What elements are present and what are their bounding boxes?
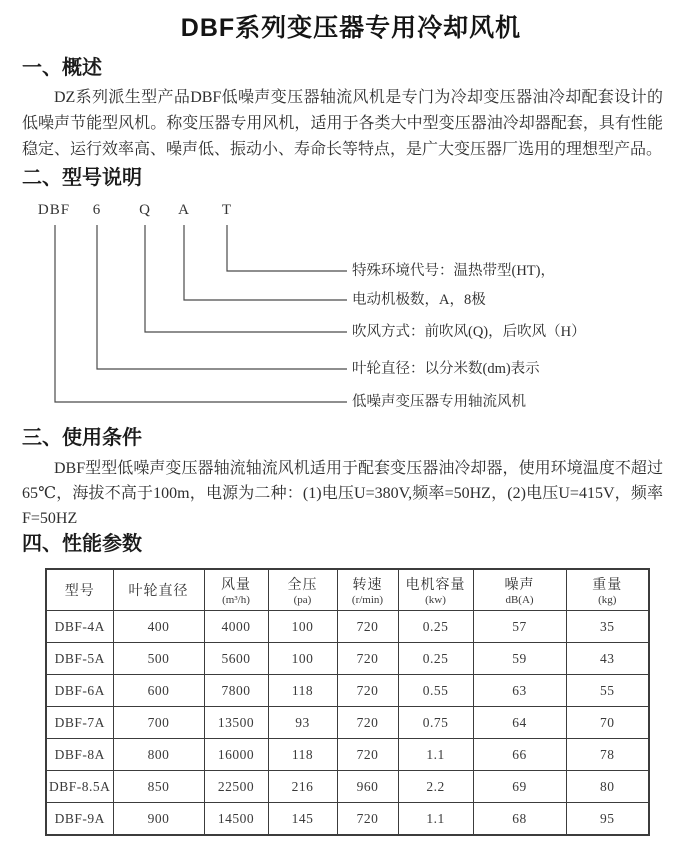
table-cell: 118 — [268, 739, 337, 771]
model-line-diameter — [97, 225, 347, 369]
table-cell: 720 — [337, 643, 398, 675]
table-cell: 100 — [268, 643, 337, 675]
col-label: 全压 — [287, 578, 318, 593]
model-code-q: Q — [139, 202, 151, 218]
table-cell: 216 — [268, 771, 337, 803]
col-header-speed — [337, 569, 398, 611]
col-label: 风量 — [221, 578, 251, 593]
table-cell: 55 — [566, 675, 649, 707]
col-unit: (m³/h) — [222, 594, 250, 606]
col-unit: (r/min) — [351, 594, 384, 606]
table-cell: 57 — [473, 611, 566, 643]
table-cell: 720 — [337, 611, 398, 643]
table-cell: 900 — [113, 803, 204, 836]
col-unit: (kw) — [425, 594, 446, 606]
model-legend-environment: 特殊环境代号：温热带型(HT)， — [352, 263, 555, 279]
table-row — [46, 739, 649, 771]
section-heading-conditions: 三、使用条件 — [22, 427, 142, 449]
model-line-dbf — [55, 225, 347, 402]
col-label: 重量 — [592, 578, 623, 593]
table-cell: 118 — [268, 675, 337, 707]
model-legend-series: 低噪声变压器专用轴流风机 — [352, 394, 526, 410]
table-header-row — [46, 569, 649, 611]
table-cell: 2.2 — [398, 771, 473, 803]
col-header-noise — [473, 569, 566, 611]
col-unit: (kg) — [598, 594, 617, 606]
col-unit: (pa) — [293, 594, 312, 606]
model-legend-blow-mode: 吹风方式：前吹风(Q)，后吹风（H） — [352, 324, 586, 340]
table-cell: 850 — [113, 771, 204, 803]
table-cell: 78 — [566, 739, 649, 771]
table-cell: 700 — [113, 707, 204, 739]
section-heading-model: 二、型号说明 — [22, 167, 142, 189]
table-cell: DBF-7A — [46, 707, 113, 739]
table-cell: 500 — [113, 643, 204, 675]
section-heading-performance: 四、性能参数 — [22, 533, 142, 555]
page-title: DBF系列变压器专用冷却风机 — [180, 14, 522, 42]
table-cell: 59 — [473, 643, 566, 675]
table-cell: 80 — [566, 771, 649, 803]
model-code-diagram — [22, 200, 680, 420]
table-cell: 100 — [268, 611, 337, 643]
table-cell: 93 — [268, 707, 337, 739]
model-line-blow-mode — [145, 225, 347, 332]
table-cell: 0.25 — [398, 611, 473, 643]
model-line-poles — [184, 225, 347, 300]
model-diagram-lines — [22, 200, 680, 420]
col-header-motor-capacity — [398, 569, 473, 611]
table-cell: 800 — [113, 739, 204, 771]
table-cell: 600 — [113, 675, 204, 707]
col-header-airflow — [204, 569, 268, 611]
col-header-impeller-diameter — [113, 569, 204, 611]
table-cell: DBF-4A — [46, 611, 113, 643]
overview-paragraph: DZ系列派生型产品DBF低噪声变压器轴流风机是专门为冷却变压器油冷却配套设计的低噪声节能型风机。称变压器专用风机，适用于各类大中型变压器油冷却器配套，具有性能稳定、运行效率高、噪声低、振动小、寿命长等特点，是广大变压器厂选用的理想型产品。 — [22, 89, 663, 158]
table-cell: DBF-8.5A — [46, 771, 113, 803]
col-label: 噪声 — [504, 578, 535, 593]
col-label: 电机容量 — [405, 578, 466, 593]
conditions-paragraph: DBF型型低噪声变压器轴流轴流风机适用于配套变压器油冷却器，使用环境温度不超过65℃，海拔不高于100m，电源为二种：(1)电压U=380V,频率=50HZ，(2)电压U=415V，频率F=50HZ — [22, 460, 663, 527]
table-cell: DBF-9A — [46, 803, 113, 836]
table-cell: 68 — [473, 803, 566, 836]
table-cell: 43 — [566, 643, 649, 675]
model-code-a: A — [178, 202, 190, 218]
table-cell: 95 — [566, 803, 649, 836]
col-label: 叶轮直径 — [128, 584, 189, 599]
table-cell: 13500 — [204, 707, 268, 739]
table-cell: 720 — [337, 707, 398, 739]
col-label: 型号 — [64, 584, 95, 599]
model-code-dbf: DBF — [37, 202, 71, 218]
table-cell: DBF-5A — [46, 643, 113, 675]
col-label: 转速 — [352, 578, 383, 593]
table-cell: 400 — [113, 611, 204, 643]
col-header-model — [46, 569, 113, 611]
table-cell: 14500 — [204, 803, 268, 836]
table-cell: 70 — [566, 707, 649, 739]
table-cell: 0.25 — [398, 643, 473, 675]
table-cell: 69 — [473, 771, 566, 803]
table-cell: 35 — [566, 611, 649, 643]
table-row — [46, 803, 649, 836]
table-cell: 0.75 — [398, 707, 473, 739]
table-cell: 1.1 — [398, 739, 473, 771]
performance-table — [45, 568, 650, 836]
table-cell: 960 — [337, 771, 398, 803]
model-code-t: T — [221, 202, 233, 218]
model-code-6: 6 — [92, 202, 102, 218]
model-legend-poles: 电动机极数，A，8极 — [352, 292, 486, 308]
table-cell: 1.1 — [398, 803, 473, 836]
performance-table-body — [46, 611, 649, 836]
table-cell: 5600 — [204, 643, 268, 675]
col-header-total-pressure — [268, 569, 337, 611]
table-cell: 64 — [473, 707, 566, 739]
table-cell: DBF-8A — [46, 739, 113, 771]
table-cell: DBF-6A — [46, 675, 113, 707]
table-cell: 4000 — [204, 611, 268, 643]
table-cell: 145 — [268, 803, 337, 836]
table-cell: 7800 — [204, 675, 268, 707]
table-cell: 16000 — [204, 739, 268, 771]
table-row — [46, 611, 649, 643]
model-legend-diameter: 叶轮直径：以分米数(dm)表示 — [352, 361, 540, 377]
table-cell: 63 — [473, 675, 566, 707]
table-cell: 720 — [337, 739, 398, 771]
table-row — [46, 675, 649, 707]
table-row — [46, 643, 649, 675]
model-line-environment — [227, 225, 347, 271]
table-cell: 720 — [337, 803, 398, 836]
table-row — [46, 771, 649, 803]
table-cell: 66 — [473, 739, 566, 771]
col-header-weight — [566, 569, 649, 611]
table-cell: 720 — [337, 675, 398, 707]
table-cell: 0.55 — [398, 675, 473, 707]
table-cell: 22500 — [204, 771, 268, 803]
table-row — [46, 707, 649, 739]
col-unit: dB(A) — [505, 594, 534, 606]
section-heading-overview: 一、概述 — [22, 57, 102, 79]
